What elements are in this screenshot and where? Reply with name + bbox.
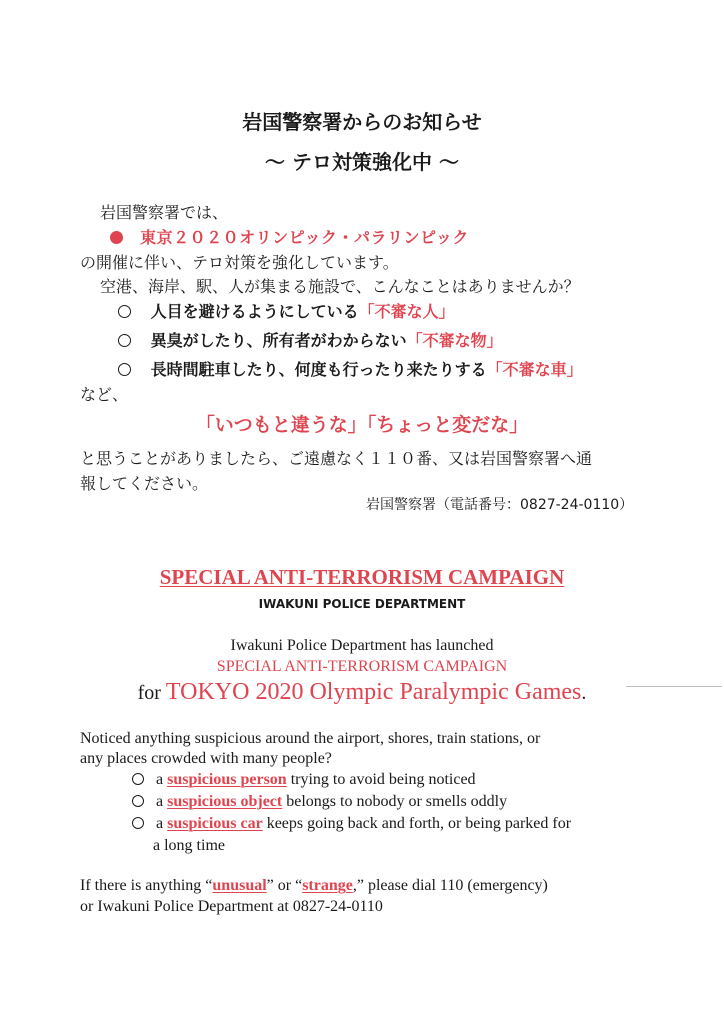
jp-holding: の開催に伴い、テロ対策を強化しています。 — [80, 253, 399, 272]
jp-event: 東京２０２０オリンピック・パラリンピック — [140, 228, 469, 247]
circle-bullet-icon — [118, 363, 131, 376]
jp-item-highlight: 「不審な車」 — [486, 360, 583, 379]
en-for: for — [137, 682, 166, 704]
jp-item — [118, 357, 583, 380]
en-games: TOKYO 2020 Olympic Paralympic Games — [165, 679, 582, 705]
en-launched: Iwakuni Police Department has launched — [230, 637, 494, 654]
en-campaign: SPECIAL ANTI-TERRORISM CAMPAIGN — [216, 658, 508, 675]
en-question-line1: Noticed anything suspicious around the airport, shores, train stations, or — [80, 730, 541, 747]
en-contact-mid: ” or “ — [266, 877, 303, 894]
jp-item-text: 人目を避けるようにしている — [150, 302, 359, 321]
en-question-line2: any places crowded with many people? — [80, 750, 332, 767]
jp-event-line — [110, 225, 469, 248]
en-contact-post: ,” please dial 110 (emergency) — [352, 877, 548, 894]
jp-intro: 岩国警察署では、 — [100, 203, 229, 222]
en-strange: strange — [302, 877, 353, 894]
jp-contact-line2: 報してください。 — [80, 474, 209, 493]
en-title: SPECIAL ANTI-TERRORISM CAMPAIGN — [159, 565, 565, 589]
en-item-rest: trying to avoid being noticed — [286, 771, 476, 788]
jp-contact-line1: と思うことがありましたら、ご遠慮なく１１０番、又は岩国警察署へ通 — [80, 449, 593, 468]
en-item-highlight: suspicious car — [167, 815, 263, 832]
circle-bullet-icon — [118, 334, 131, 347]
jp-item-highlight: 「不審な物」 — [406, 331, 503, 350]
en-item — [132, 815, 571, 833]
jp-question: 空港、海岸、駅、人が集まる施設で、こんなことはありませんか？ — [100, 277, 580, 296]
jp-item-text: 長時間駐車したり、何度も行ったり来たりする — [150, 360, 487, 379]
circle-bullet-icon — [132, 773, 144, 785]
en-item — [132, 793, 507, 811]
jp-title: 岩国警察署からのお知らせ — [242, 110, 482, 134]
en-item-a: a — [156, 815, 168, 832]
en-contact-pre: If there is anything “ — [80, 877, 213, 894]
jp-item — [118, 299, 455, 322]
en-games-line — [0, 679, 724, 706]
en-item-rest: keeps going back and forth, or being parked for — [262, 815, 572, 832]
en-item-highlight: suspicious object — [167, 793, 283, 810]
jp-slogan: 「いつもと違うな」「ちょっと変だな」 — [195, 414, 529, 436]
en-item3-cont: a long time — [153, 837, 225, 854]
en-contact-line1 — [80, 877, 548, 895]
divider-line — [626, 686, 722, 687]
red-bullet-icon — [110, 231, 123, 244]
en-item-a: a — [156, 793, 168, 810]
en-item-a: a — [156, 771, 168, 788]
en-contact-line2: or Iwakuni Police Department at 0827-24-0110 — [80, 898, 383, 915]
jp-signature: 岩国警察署（電話番号：0827-24-0110） — [366, 497, 634, 513]
jp-item-highlight: 「不審な人」 — [358, 302, 455, 321]
circle-bullet-icon — [132, 817, 144, 829]
circle-bullet-icon — [118, 305, 131, 318]
en-item-rest: belongs to nobody or smells oddly — [282, 793, 508, 810]
en-games-period: . — [581, 682, 587, 704]
circle-bullet-icon — [132, 795, 144, 807]
en-unusual: unusual — [212, 877, 267, 894]
en-department: IWAKUNI POLICE DEPARTMENT — [258, 597, 466, 611]
jp-item-text: 異臭がしたり、所有者がわからない — [150, 331, 407, 350]
en-item-highlight: suspicious person — [167, 771, 287, 788]
jp-subtitle: ～ テロ対策強化中 ～ — [265, 150, 459, 174]
jp-item — [118, 328, 503, 351]
jp-etc: など、 — [80, 385, 129, 404]
en-item — [132, 771, 476, 789]
